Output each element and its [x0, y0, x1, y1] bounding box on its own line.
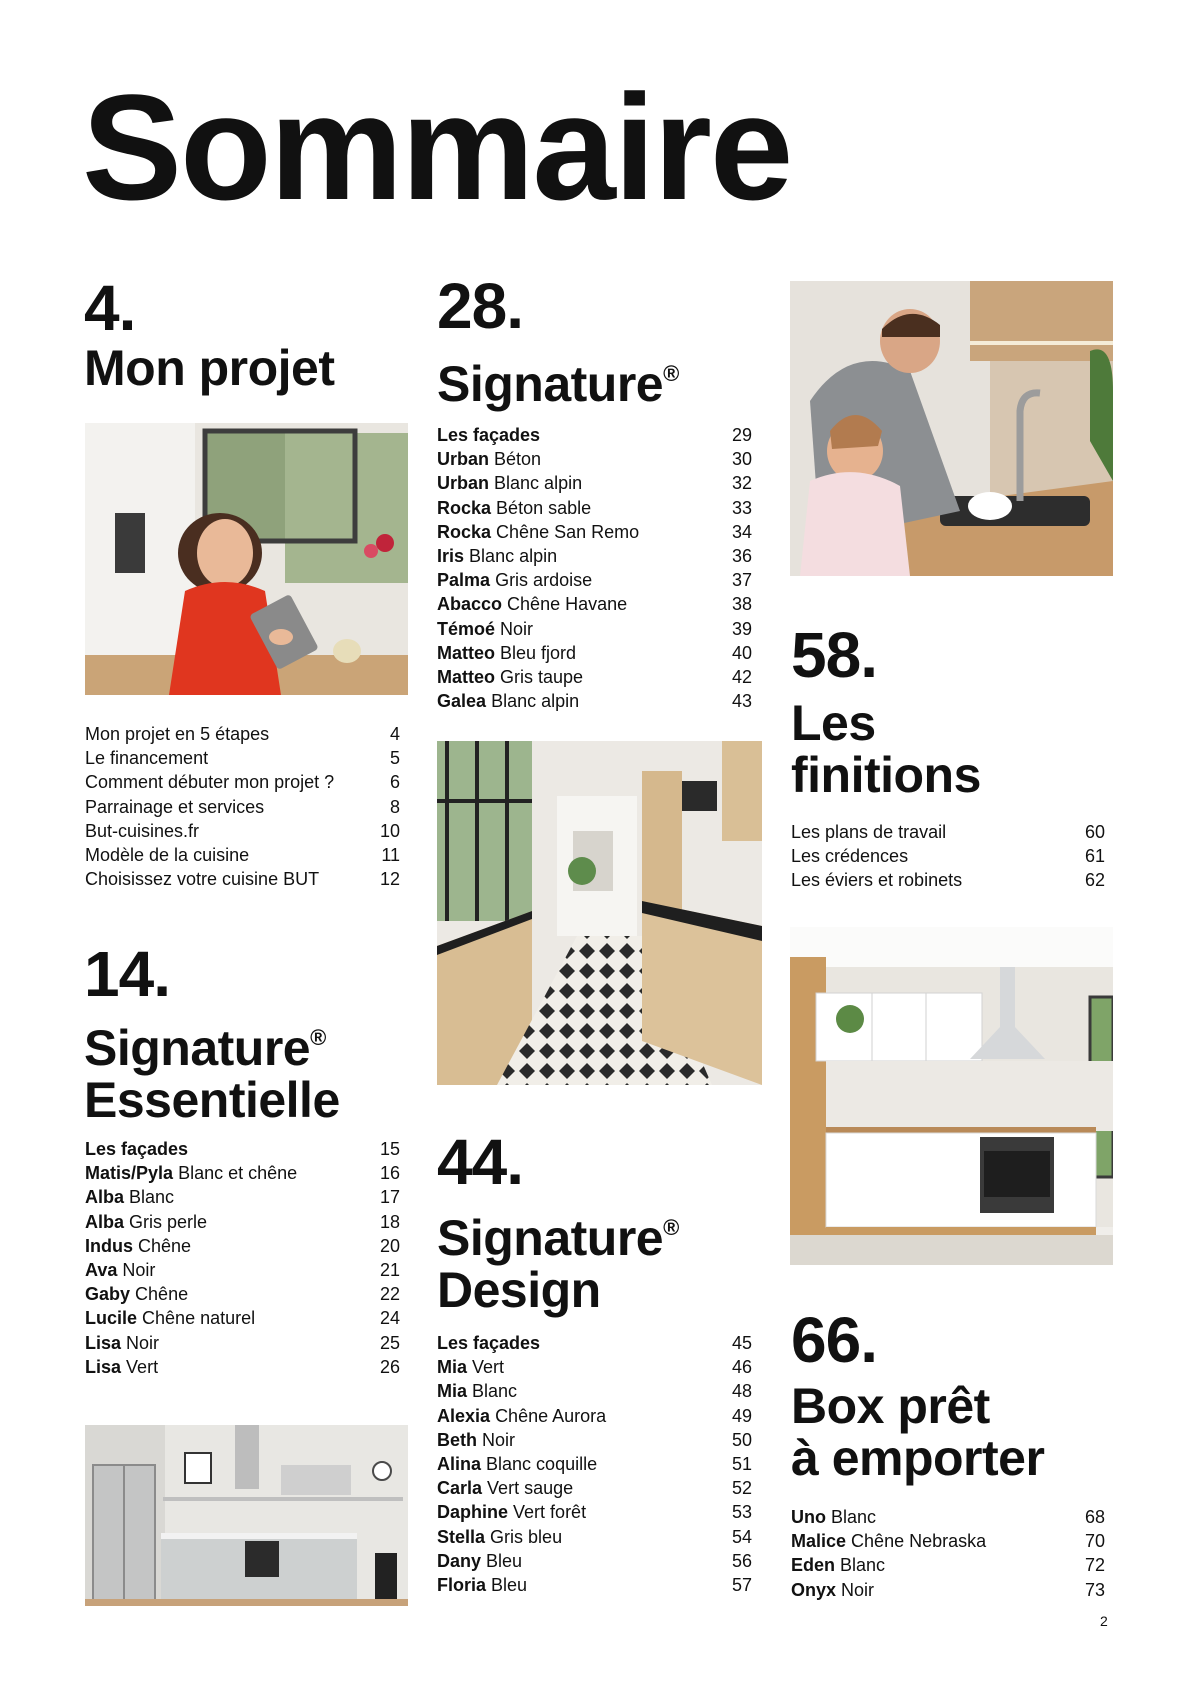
toc-item[interactable]: Comment débuter mon projet ? 6 — [85, 772, 400, 793]
toc-item[interactable]: Abacco Chêne Havane 38 — [437, 594, 752, 615]
toc-item[interactable]: Témoé Noir 39 — [437, 618, 752, 639]
toc-item[interactable]: Alina Blanc coquille 51 — [437, 1454, 752, 1475]
woman-tablet-photo — [85, 423, 408, 695]
toc-item[interactable]: Lisa Vert 26 — [85, 1356, 400, 1377]
toc-item[interactable]: Rocka Chêne San Remo 34 — [437, 521, 752, 542]
toc-item[interactable]: Dany Bleu 56 — [437, 1550, 752, 1571]
section-title-signature-essentielle: Signature® Essentielle — [84, 1020, 340, 1128]
toc-item[interactable]: Eden Blanc 72 — [791, 1555, 1105, 1576]
tiled-kitchen-photo — [437, 741, 762, 1085]
page-number: 2 — [1100, 1613, 1108, 1629]
section-number-66: 66. — [791, 1304, 877, 1376]
toc-item[interactable]: Matteo Bleu fjord 40 — [437, 642, 752, 663]
toc-item[interactable]: But-cuisines.fr 10 — [85, 820, 400, 841]
page-title: Sommaire — [82, 63, 792, 231]
section-title-signature: Signature® — [437, 356, 679, 412]
section-number-28: 28. — [437, 270, 523, 342]
toc-item[interactable]: Alba Blanc 17 — [85, 1187, 400, 1208]
toc-list-signature — [437, 423, 752, 713]
toc-item[interactable]: Urban Béton 30 — [437, 449, 752, 470]
toc-item[interactable]: Palma Gris ardoise 37 — [437, 570, 752, 591]
toc-list-signature-essentielle — [85, 1137, 400, 1379]
toc-item[interactable]: Iris Blanc alpin 36 — [437, 546, 752, 567]
toc-item[interactable]: Indus Chêne 20 — [85, 1235, 400, 1256]
toc-list-mon-projet — [85, 722, 400, 891]
toc-item[interactable]: Uno Blanc 68 — [791, 1507, 1105, 1527]
toc-list-box-pret-a-emporter — [791, 1505, 1105, 1602]
toc-item[interactable]: Carla Vert sauge 52 — [437, 1478, 752, 1499]
toc-item[interactable]: Daphine Vert forêt 53 — [437, 1502, 752, 1523]
toc-item[interactable]: Ava Noir 21 — [85, 1260, 400, 1281]
toc-item[interactable]: Onyx Noir 73 — [791, 1579, 1105, 1600]
section-number-4: 4. — [84, 272, 136, 344]
toc-item[interactable]: Mia Blanc 48 — [437, 1381, 752, 1402]
toc-item[interactable]: Beth Noir 50 — [437, 1429, 752, 1450]
toc-item[interactable]: Lisa Noir 25 — [85, 1332, 400, 1353]
section-title-les-finitions: Les finitions — [791, 695, 981, 803]
grey-kitchen-photo — [85, 1425, 408, 1606]
section-number-14: 14. — [84, 938, 170, 1010]
toc-item[interactable]: Stella Gris bleu 54 — [437, 1526, 752, 1547]
toc-item[interactable]: Les façades 15 — [85, 1139, 400, 1159]
toc-list-les-finitions — [791, 820, 1105, 893]
toc-item[interactable]: Galea Blanc alpin 43 — [437, 691, 752, 712]
toc-item[interactable]: Malice Chêne Nebraska 70 — [791, 1531, 1105, 1552]
section-title-signature-design: Signature® Design — [437, 1210, 679, 1318]
toc-item[interactable]: Modèle de la cuisine 11 — [85, 845, 400, 866]
toc-item[interactable]: Parrainage et services 8 — [85, 796, 400, 817]
section-number-58: 58. — [791, 619, 877, 691]
toc-item[interactable]: Rocka Béton sable 33 — [437, 497, 752, 518]
toc-item[interactable]: Matteo Gris taupe 42 — [437, 667, 752, 688]
white-oak-kitchen-photo — [790, 927, 1113, 1265]
section-title-box-pret-a-emporter: Box prêt à emporter — [791, 1378, 1045, 1486]
toc-item[interactable]: Floria Bleu 57 — [437, 1575, 752, 1596]
toc-item[interactable]: Les façades 45 — [437, 1333, 752, 1353]
toc-item[interactable]: Les plans de travail 60 — [791, 822, 1105, 842]
section-number-44: 44. — [437, 1126, 523, 1198]
toc-item[interactable]: Alba Gris perle 18 — [85, 1211, 400, 1232]
toc-item[interactable]: Alexia Chêne Aurora 49 — [437, 1405, 752, 1426]
toc-list-signature-design — [437, 1331, 752, 1597]
toc-item[interactable]: Les crédences 61 — [791, 846, 1105, 867]
toc-item[interactable]: Choisissez votre cuisine BUT 12 — [85, 869, 400, 890]
father-daughter-sink-photo — [790, 281, 1113, 576]
toc-item[interactable]: Mia Vert 46 — [437, 1357, 752, 1378]
section-title-mon-projet: Mon projet — [84, 340, 335, 396]
toc-item[interactable]: Urban Blanc alpin 32 — [437, 473, 752, 494]
toc-item[interactable]: Mon projet en 5 étapes 4 — [85, 724, 400, 744]
toc-item[interactable]: Les façades 29 — [437, 425, 752, 445]
toc-item[interactable]: Gaby Chêne 22 — [85, 1284, 400, 1305]
toc-item[interactable]: Matis/Pyla Blanc et chêne 16 — [85, 1163, 400, 1184]
toc-item[interactable]: Les éviers et robinets 62 — [791, 870, 1105, 891]
toc-item[interactable]: Lucile Chêne naturel 24 — [85, 1308, 400, 1329]
toc-item[interactable]: Le financement 5 — [85, 748, 400, 769]
